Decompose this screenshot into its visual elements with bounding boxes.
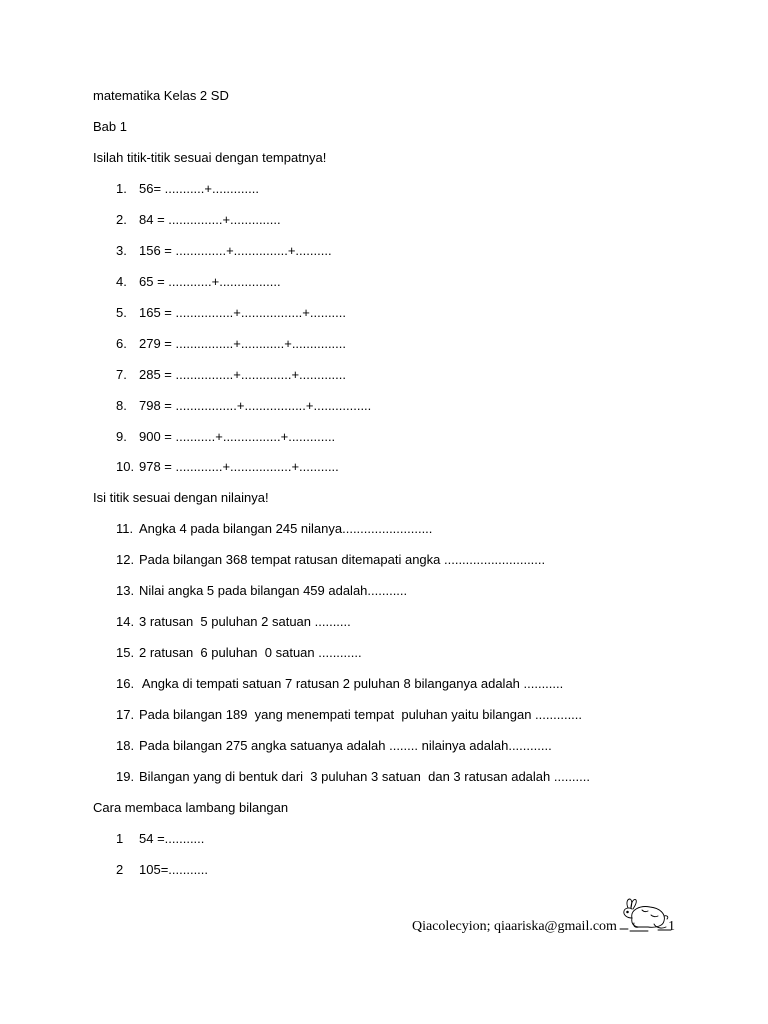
item-number: 19. [116, 769, 135, 784]
item-number: 16. [116, 676, 135, 691]
item-text: 2 ratusan 6 puluhan 0 satuan ............ [139, 645, 362, 660]
item-number: 12. [116, 552, 135, 567]
item-number: 5. [116, 305, 127, 320]
item-text: 798 = .................+.................+................ [139, 398, 372, 413]
item-text: 900 = ...........+................+............. [139, 429, 336, 444]
item-text: 165 = ................+.................+.......... [139, 305, 346, 320]
item-text: Pada bilangan 368 tempat ratusan ditemapati angka ............................ [139, 552, 546, 567]
item-text: 279 = ................+............+............... [139, 336, 346, 351]
item-number: 6. [116, 336, 127, 351]
item-text: Angka di tempati satuan 7 ratusan 2 puluhan 8 bilanganya adalah ........... [139, 676, 564, 691]
item-text: 54 =........... [139, 831, 205, 846]
item-number: 7. [116, 367, 127, 382]
chapter-title: Bab 1 [93, 119, 127, 134]
rabbit-icon [618, 896, 672, 932]
page-number: 1 [668, 919, 675, 934]
footer-credit: Qiacolecyion; qiaariska@gmail.com [412, 919, 617, 934]
item-text: Nilai angka 5 pada bilangan 459 adalah........... [139, 583, 408, 598]
item-text: Angka 4 pada bilangan 245 nilanya......................... [139, 521, 433, 536]
item-text: 156 = ..............+...............+.......... [139, 243, 332, 258]
item-number: 17. [116, 707, 135, 722]
item-number: 2. [116, 212, 127, 227]
item-number: 14. [116, 614, 135, 629]
item-text: 65 = ............+................. [139, 274, 281, 289]
item-text: Pada bilangan 189 yang menempati tempat puluhan yaitu bilangan ............. [139, 707, 583, 722]
item-number: 10. [116, 459, 135, 474]
item-text: 105=........... [139, 862, 209, 877]
section3-instruction: Cara membaca lambang bilangan [93, 800, 289, 815]
item-number: 8. [116, 398, 127, 413]
item-number: 2 [116, 862, 124, 877]
item-text: 3 ratusan 5 puluhan 2 satuan .......... [139, 614, 351, 629]
item-number: 9. [116, 429, 127, 444]
item-text: Pada bilangan 275 angka satuanya adalah ........ nilainya adalah............ [139, 738, 552, 753]
item-number: 3. [116, 243, 127, 258]
subject-title: matematika Kelas 2 SD [93, 88, 229, 103]
item-number: 11. [116, 521, 134, 536]
section2-instruction: Isi titik sesuai dengan nilainya! [93, 490, 269, 505]
item-text: Bilangan yang di bentuk dari 3 puluhan 3 satuan dan 3 ratusan adalah .......... [139, 769, 590, 784]
item-text: 285 = ................+..............+............. [139, 367, 346, 382]
item-number: 15. [116, 645, 135, 660]
item-number: 1. [116, 181, 127, 196]
item-text: 56= ...........+............. [139, 181, 259, 196]
item-number: 1 [116, 831, 124, 846]
item-text: 978 = .............+.................+........... [139, 459, 339, 474]
item-number: 18. [116, 738, 135, 753]
section1-instruction: Isilah titik-titik sesuai dengan tempatnya! [93, 150, 327, 165]
item-text: 84 = ...............+.............. [139, 212, 281, 227]
item-number: 4. [116, 274, 127, 289]
item-number: 13. [116, 583, 135, 598]
